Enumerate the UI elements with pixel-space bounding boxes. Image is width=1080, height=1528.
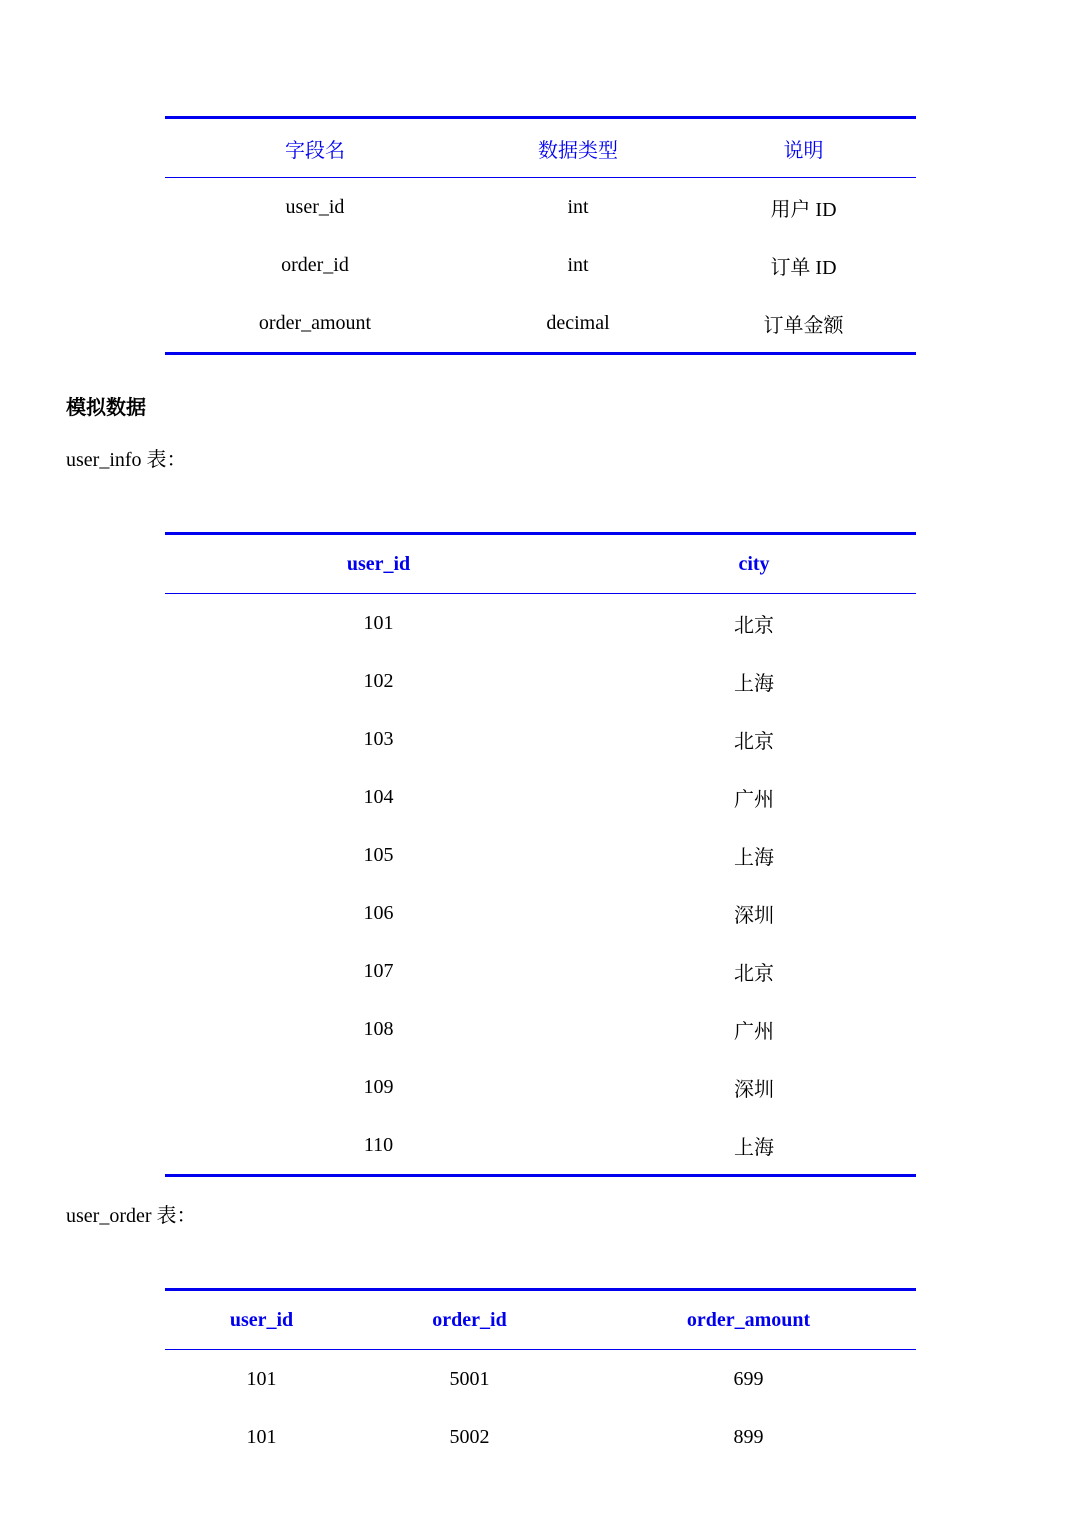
table-cell: 110 bbox=[165, 1116, 592, 1176]
table-row bbox=[165, 652, 916, 710]
user-order-table bbox=[165, 1288, 916, 1466]
table-cell: 订单 ID bbox=[770, 256, 837, 279]
table-cell: 上海 bbox=[734, 672, 774, 695]
col-header-description: 说明 bbox=[691, 118, 916, 178]
schema-table bbox=[165, 116, 916, 355]
section-heading: 模拟数据 bbox=[66, 395, 146, 419]
user-info-table-header bbox=[165, 534, 916, 594]
table-cell: 109 bbox=[363, 1075, 394, 1098]
table-row bbox=[165, 1116, 916, 1176]
table-row bbox=[165, 1000, 916, 1058]
table-cell: order_id bbox=[281, 253, 349, 276]
col-header-city: city bbox=[592, 534, 916, 594]
user-info-table bbox=[165, 532, 916, 1177]
table-cell: 101 bbox=[363, 611, 394, 634]
table-row bbox=[165, 236, 916, 294]
table-cell: 5001 bbox=[449, 1367, 490, 1390]
table-row bbox=[165, 942, 916, 1000]
col-header-field-name: 字段名 bbox=[165, 118, 465, 178]
table-row bbox=[165, 1408, 916, 1466]
table-row bbox=[165, 768, 916, 826]
col-header-data-type: 数据类型 bbox=[465, 118, 691, 178]
table-cell: 106 bbox=[363, 901, 394, 924]
table-cell: user_id bbox=[285, 195, 345, 218]
table-cell: int bbox=[567, 195, 589, 218]
table-cell: 899 bbox=[733, 1425, 764, 1448]
table-cell: 699 bbox=[733, 1367, 764, 1390]
table-cell: 101 bbox=[246, 1367, 277, 1390]
table-cell: 107 bbox=[363, 959, 394, 982]
table-cell: 北京 bbox=[734, 730, 774, 753]
table-cell: 订单金额 bbox=[691, 294, 916, 354]
table-cell: 108 bbox=[363, 1017, 394, 1040]
col-header-user-id: user_id bbox=[165, 1290, 358, 1350]
table-cell: 5002 bbox=[449, 1425, 490, 1448]
table-row bbox=[165, 294, 916, 354]
table-cell: 北京 bbox=[734, 962, 774, 985]
table-cell: 北京 bbox=[734, 614, 774, 637]
col-header-user-id: user_id bbox=[165, 534, 592, 594]
table-cell: 105 bbox=[363, 843, 394, 866]
table-cell: 深圳 bbox=[734, 904, 774, 927]
table-row bbox=[165, 710, 916, 768]
table-cell: 广州 bbox=[734, 1020, 774, 1043]
table-cell: order_amount bbox=[165, 294, 465, 354]
table-cell: 深圳 bbox=[734, 1078, 774, 1101]
table-cell: 用户 ID bbox=[770, 198, 837, 221]
col-header-order-id: order_id bbox=[358, 1290, 581, 1350]
table-row bbox=[165, 826, 916, 884]
table-row bbox=[165, 884, 916, 942]
table-cell: int bbox=[567, 253, 589, 276]
table-cell: 上海 bbox=[734, 846, 774, 869]
table-row bbox=[165, 1058, 916, 1116]
table-cell: decimal bbox=[465, 294, 691, 354]
table-row bbox=[165, 594, 916, 653]
table-cell: 101 bbox=[246, 1425, 277, 1448]
table-cell: 102 bbox=[363, 669, 394, 692]
table-row bbox=[165, 1350, 916, 1409]
table-cell: 广州 bbox=[734, 788, 774, 811]
user-order-table-header bbox=[165, 1290, 916, 1350]
table-cell: 104 bbox=[363, 785, 394, 808]
table-row bbox=[165, 178, 916, 237]
user-order-label: user_order 表： bbox=[66, 1205, 197, 1227]
table-cell: 上海 bbox=[592, 1116, 916, 1176]
table-cell: 103 bbox=[363, 727, 394, 750]
user-info-label: user_info 表： bbox=[66, 449, 187, 471]
schema-table-header bbox=[165, 118, 916, 178]
col-header-order-amount: order_amount bbox=[581, 1290, 916, 1350]
